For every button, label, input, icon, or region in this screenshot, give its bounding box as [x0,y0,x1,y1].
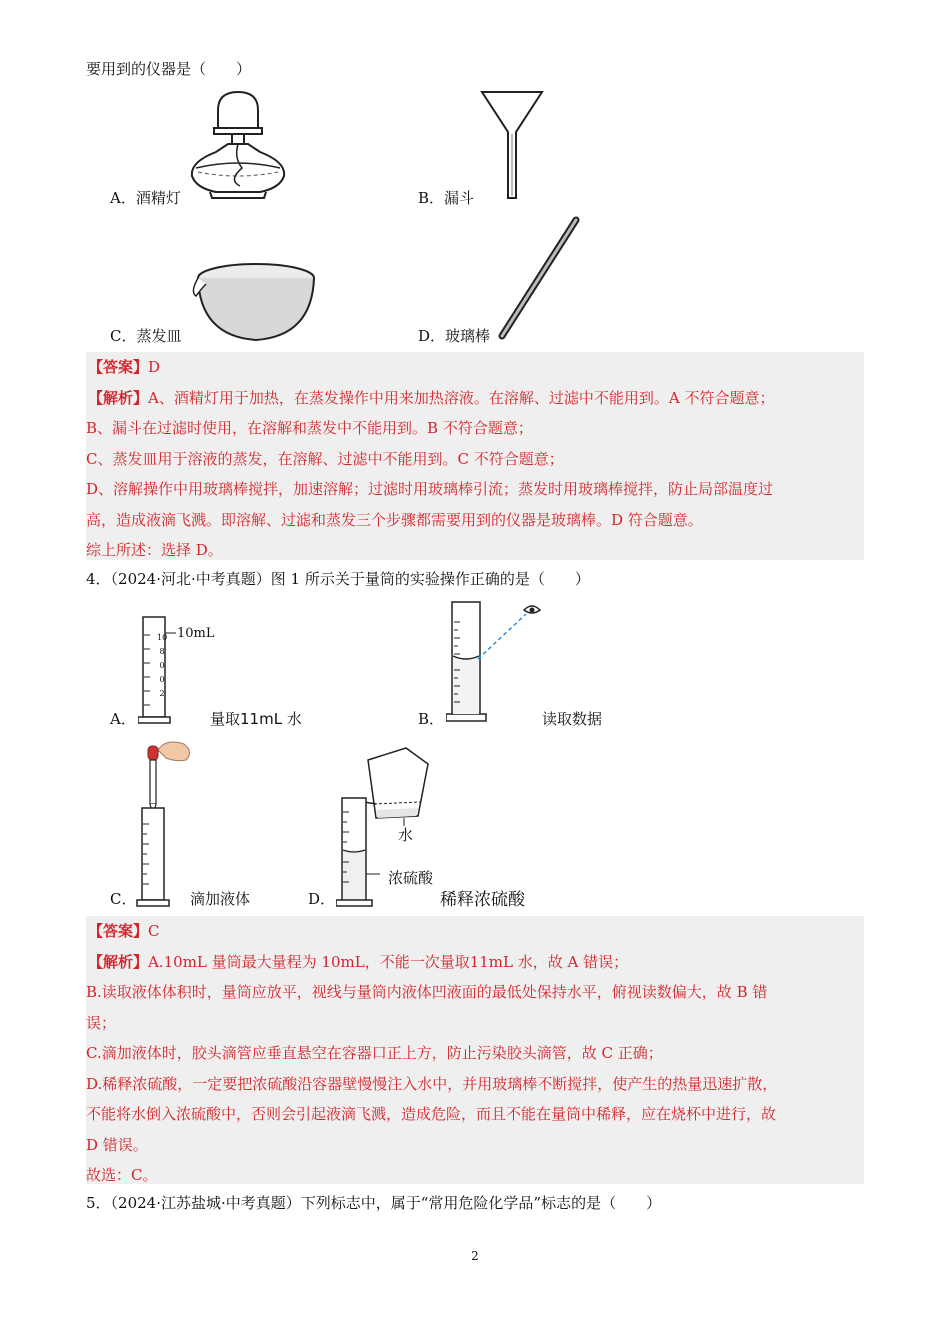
q3-stem-tail: 要用到的仪器是（ ） [86,60,252,78]
q3-answer-box [86,352,864,560]
answer-value: C [148,922,160,940]
q3-option-d: D．玻璃棒 [418,327,491,345]
q4-option-c-letter: C． [110,890,137,908]
cylinder-top-label: 10mL [177,626,215,641]
answer-value: D [148,358,161,376]
q4-option-b-letter: B． [418,710,445,728]
analysis-line: C.滴加液体时，胶头滴管应垂直悬空在容器口正上方，防止污染胶头滴管，故 C 正确； [86,1044,663,1062]
analysis-line: D、溶解操作中用玻璃棒搅拌，加速溶解；过滤时用玻璃棒引流；蒸发时用玻璃棒搅拌，防止局部温度过 [86,480,774,498]
cylinder-reading-icon [446,600,556,725]
funnel-icon [478,88,546,202]
analysis-line: D 错误。 [86,1135,148,1154]
analysis-line: B、漏斗在过滤时使用，在溶解和蒸发中不能用到。B 不符合题意； [86,419,533,437]
analysis-line: 高，造成液滴飞溅。即溶解、过滤和蒸发三个步骤都需要用到的仪器是玻璃棒。D 符合题意。 [86,510,703,529]
answer-tag: 【答案】 [88,358,149,376]
water-label: 水 [398,826,414,844]
analysis-tag: 【解析】 [88,952,149,971]
analysis-line: 故选：C。 [86,1166,158,1184]
q3-option-c: C．蒸发皿 [110,327,182,345]
analysis-tag: 【解析】 [88,388,149,407]
q3-option-a: A．酒精灯 [110,189,181,207]
answer-tag: 【答案】 [88,922,149,940]
glass-rod-icon [494,214,584,344]
analysis-line: B.读取液体体积时，量筒应放平，视线与量筒内液体凹液面的最低处保持水平，俯视读数偏大，故 B 错 [86,983,768,1001]
q3-option-b: B．漏斗 [418,189,475,207]
acid-label: 浓硫酸 [388,869,434,887]
analysis-line: 综上所述：选择 D。 [86,541,223,559]
q4-option-d-letter: D． [308,890,336,908]
alcohol-lamp-icon [188,88,288,200]
analysis-line: 误； [86,1013,117,1032]
cylinder-scale: 10 8 0 0 2 [157,633,168,698]
page-number: 2 [471,1249,479,1263]
analysis-line: D.稀释浓硫酸，一定要把浓硫酸沿容器壁慢慢注入水中，并用玻璃棒不断搅拌，使产生的热量迅速扩散， [86,1074,778,1093]
analysis-line: A、酒精灯用于加热，在蒸发操作中用来加热溶液。在溶解、过滤中不能用到。A 不符合题意； [148,388,775,407]
q4-option-c-text: 滴加液体 [190,890,251,908]
q4-stem: 4．（2024·河北·中考真题）图 1 所示关于量筒的实验操作正确的是（ ） [86,570,590,588]
q4-option-b-text: 读取数据 [542,710,603,728]
evaporating-dish-icon [188,258,318,346]
q4-option-d-text: 稀释浓硫酸 [440,890,525,910]
q4-answer-box [86,916,864,1184]
q4-option-a-letter: A． [110,710,136,728]
analysis-line: A.10mL 量筒最大量程为 10mL，不能一次量取11mL 水，故 A 错误； [148,952,629,971]
dropper-cylinder-icon [136,738,196,908]
analysis-line: 不能将水倒入浓硫酸中，否则会引起液滴飞溅，造成危险，而且不能在量筒中稀释，应在烧杯中进行，故 [86,1105,777,1123]
analysis-line: C、蒸发皿用于溶液的蒸发，在溶解、过滤中不能用到。C 不符合题意； [86,449,564,468]
q4-option-a-text: 量取11mL 水 [210,710,302,728]
q5-stem: 5．（2024·江苏盐城·中考真题）下列标志中，属于“常用危险化学品”标志的是（ ） [86,1194,662,1212]
